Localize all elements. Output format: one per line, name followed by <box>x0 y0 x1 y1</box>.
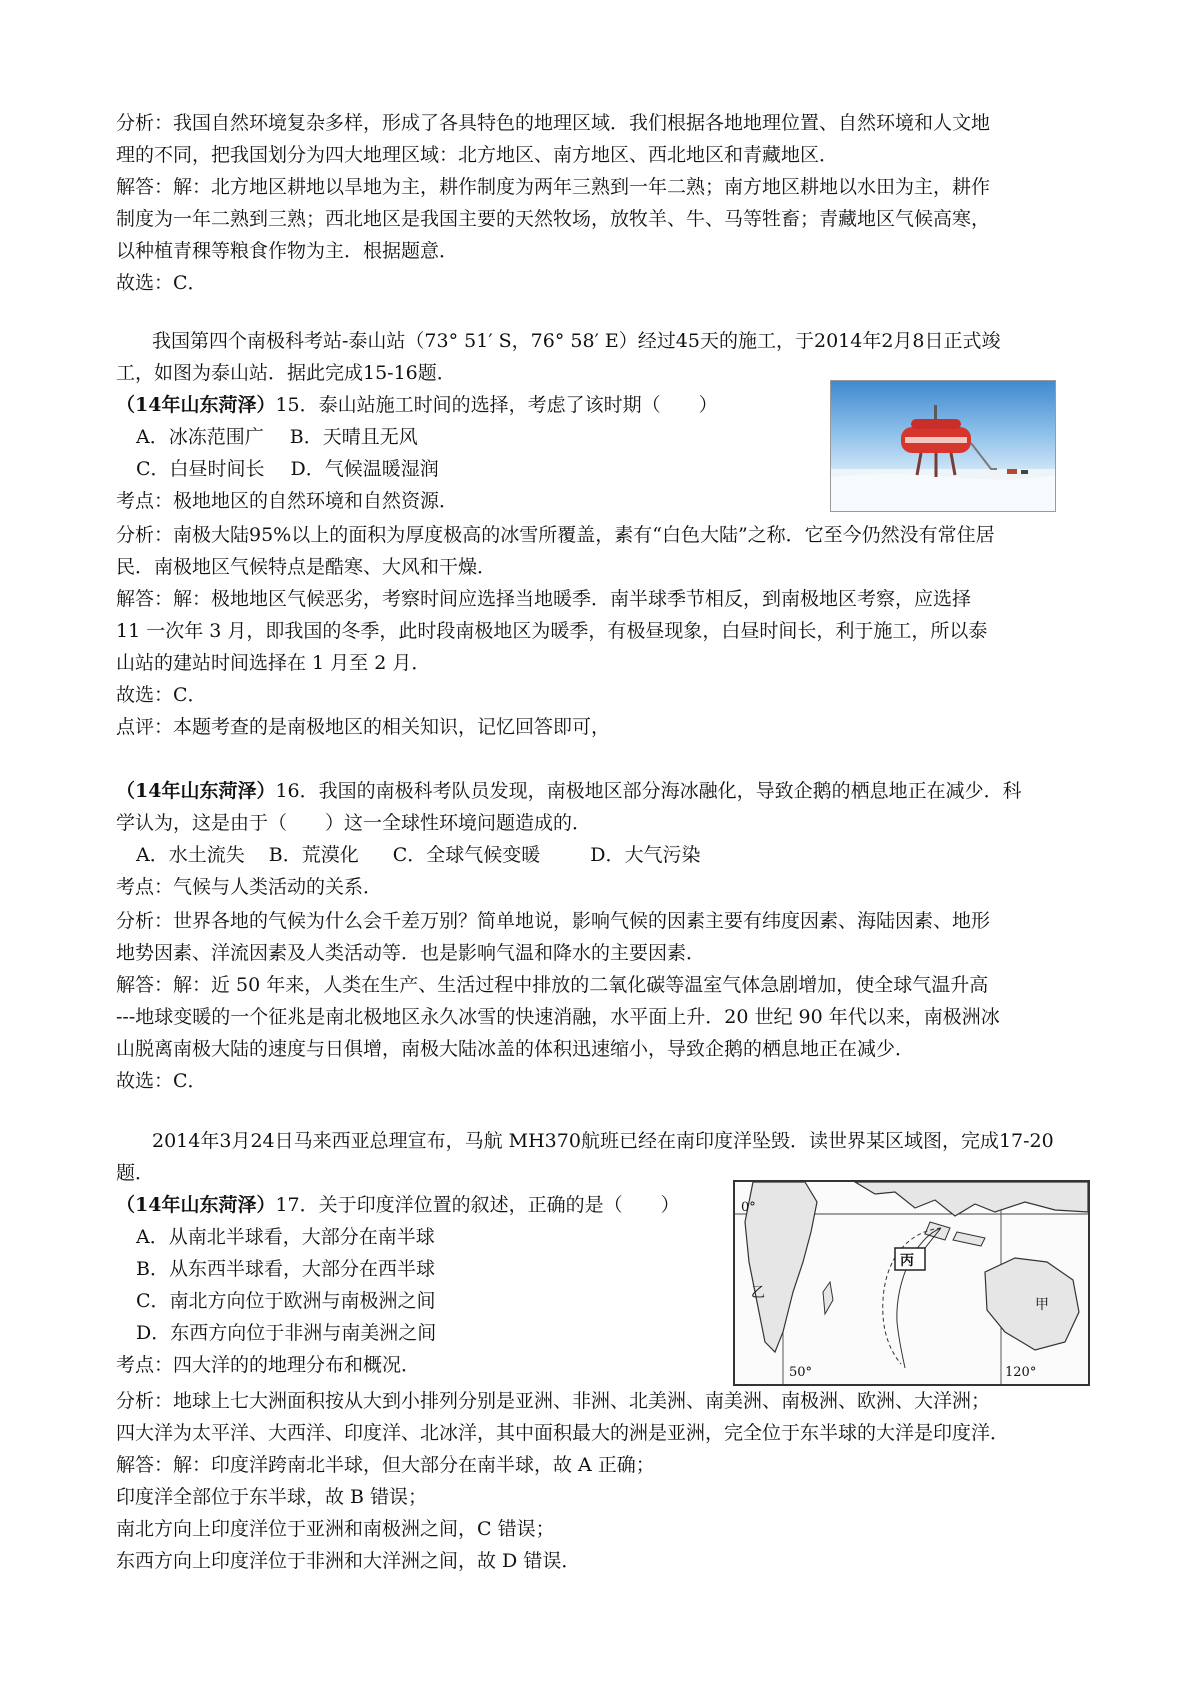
option-c: C．白昼时间长 <box>136 458 265 480</box>
analysis-text: 地势因素、洋流因素及人类活动等．也是影响气温和降水的主要因素． <box>116 942 706 964</box>
option-c: C．全球气候变暖 <box>392 844 541 866</box>
question-source: （14年山东菏泽） <box>116 780 276 802</box>
question-text: 15．泰山站施工时间的选择，考虑了该时期（ ） <box>275 394 718 416</box>
map-lon-label-120: 120° <box>1005 1365 1037 1380</box>
question-17 <box>116 1189 680 1221</box>
question-text: 学认为，这是由于（ ）这一全球性环境问题造成的． <box>116 812 592 834</box>
option-b: B．天晴且无风 <box>289 426 418 448</box>
answer-text: 山站的建站时间选择在 1 月至 2 月． <box>116 652 431 674</box>
option-a: A．水土流失 <box>136 844 245 866</box>
key-point: 考点：极地地区的自然环境和自然资源． <box>116 490 459 512</box>
passage-intro: 题． <box>116 1162 155 1184</box>
option-c: C．南北方向位于欧洲与南极洲之间 <box>136 1290 436 1312</box>
answer-text: 印度洋全部位于东半球，故 B 错误； <box>116 1486 428 1508</box>
passage-intro: 工，如图为泰山站．据此完成15-16题． <box>116 362 456 384</box>
analysis-text: 四大洋为太平洋、大西洋、印度洋、北冰洋，其中面积最大的洲是亚洲，完全位于东半球的大洋是印度洋． <box>116 1422 1010 1444</box>
map-illustration <box>735 1182 1088 1384</box>
answer-text: 山脱离南极大陆的速度与日俱增，南极大陆冰盖的体积迅速缩小，导致企鹅的栖息地正在减少． <box>116 1038 915 1060</box>
analysis-text: 分析：南极大陆95%以上的面积为厚度极高的冰雪所覆盖，素有“白色大陆”之称．它至今仍然没有常住居 <box>116 524 995 546</box>
taishan-station-photo <box>830 380 1056 512</box>
option-d: D．东西方向位于非洲与南美洲之间 <box>136 1322 437 1344</box>
answer-text: 解答：解：北方地区耕地以旱地为主，耕作制度为两年三熟到一年二熟；南方地区耕地以水田为主，耕作 <box>116 176 991 198</box>
question-text: 17．关于印度洋位置的叙述，正确的是（ ） <box>275 1194 680 1216</box>
map-label-bing: 丙 <box>900 1253 914 1269</box>
map-label-yi: 乙 <box>751 1285 765 1301</box>
map-lon-label-50: 50° <box>789 1365 813 1380</box>
choice-result: 故选：C． <box>116 684 207 706</box>
answer-text: 制度为一年二熟到三熟；西北地区是我国主要的天然牧场，放牧羊、牛、马等牲畜；青藏地区气候高寒， <box>116 208 991 230</box>
station-illustration <box>831 381 1055 511</box>
indian-ocean-map <box>733 1180 1090 1386</box>
choice-result: 故选：C． <box>116 1070 207 1092</box>
choice-result: 故选：C． <box>116 272 207 294</box>
question-source: （14年山东菏泽） <box>116 394 276 416</box>
answer-text: 解答：解：近 50 年来，人类在生产、生活过程中排放的二氧化碳等温室气体急剧增加，使全球气温升高 <box>116 974 989 996</box>
answer-text: 东西方向上印度洋位于非洲和大洋洲之间，故 D 错误． <box>116 1550 581 1572</box>
answer-text: 解答：解：印度洋跨南北半球，但大部分在南半球，故 A 正确； <box>116 1454 655 1476</box>
option-row <box>136 421 418 453</box>
key-point: 考点：四大洋的的地理分布和概况． <box>116 1354 421 1376</box>
question-text: 16．我国的南极科考队员发现，南极地区部分海冰融化，导致企鹅的栖息地正在减少．科 <box>275 780 1022 802</box>
option-row <box>136 453 439 485</box>
answer-text: 南北方向上印度洋位于亚洲和南极洲之间，C 错误； <box>116 1518 555 1540</box>
answer-text: ---地球变暖的一个征兆是南北极地区永久冰雪的快速消融，水平面上升．20 世纪 90 年代以来，南极洲冰 <box>116 1006 1000 1028</box>
analysis-text: 理的不同，把我国划分为四大地理区域：北方地区、南方地区、西北地区和青藏地区． <box>116 144 839 166</box>
analysis-text: 民．南极地区气候特点是酷寒、大风和干燥． <box>116 556 497 578</box>
analysis-text: 分析：地球上七大洲面积按从大到小排列分别是亚洲、非洲、北美洲、南美洲、南极洲、欧洲、大洋洲； <box>116 1390 991 1412</box>
option-a: A．从南北半球看，大部分在南半球 <box>136 1226 435 1248</box>
option-d: D．气候温暖湿润 <box>290 458 439 480</box>
option-b: B．从东西半球看，大部分在西半球 <box>136 1258 435 1280</box>
answer-text: 以种植青稞等粮食作物为主．根据题意． <box>116 240 459 262</box>
answer-text: 11 一次年 3 月，即我国的冬季，此时段南极地区为暖季，有极昼现象，白昼时间长，利于施工，所以泰 <box>116 620 988 642</box>
key-point: 考点：气候与人类活动的关系． <box>116 876 383 898</box>
option-d: D．大气污染 <box>590 844 701 866</box>
option-row <box>136 839 700 871</box>
option-b: B．荒漠化 <box>268 844 359 866</box>
comment-text: 点评：本题考查的是南极地区的相关知识，记忆回答即可， <box>116 716 611 738</box>
passage-intro: 2014年3月24日马来西亚总理宣布，马航 MH370航班已经在南印度洋坠毁．读世界某区域图，完成17-20 <box>152 1130 1054 1152</box>
question-source: （14年山东菏泽） <box>116 1194 276 1216</box>
option-a: A．冰冻范围广 <box>136 426 264 448</box>
analysis-text: 分析：我国自然环境复杂多样，形成了各具特色的地理区域．我们根据各地地理位置、自然环境和人文地 <box>116 112 991 134</box>
question-16 <box>116 775 1022 807</box>
passage-intro: 我国第四个南极科考站-泰山站（73° 51′ S，76° 58′ E）经过45天的施工，于2014年2月8日正式竣 <box>152 330 1001 352</box>
map-label-jia: 甲 <box>1035 1297 1049 1313</box>
answer-text: 解答：解：极地地区气候恶劣，考察时间应选择当地暖季．南半球季节相反，到南极地区考察，应选择 <box>116 588 972 610</box>
question-15 <box>116 389 718 421</box>
analysis-text: 分析：世界各地的气候为什么会千差万别？简单地说，影响气候的因素主要有纬度因素、海陆因素、地形 <box>116 910 991 932</box>
map-equator-label: 0° <box>741 1200 756 1215</box>
